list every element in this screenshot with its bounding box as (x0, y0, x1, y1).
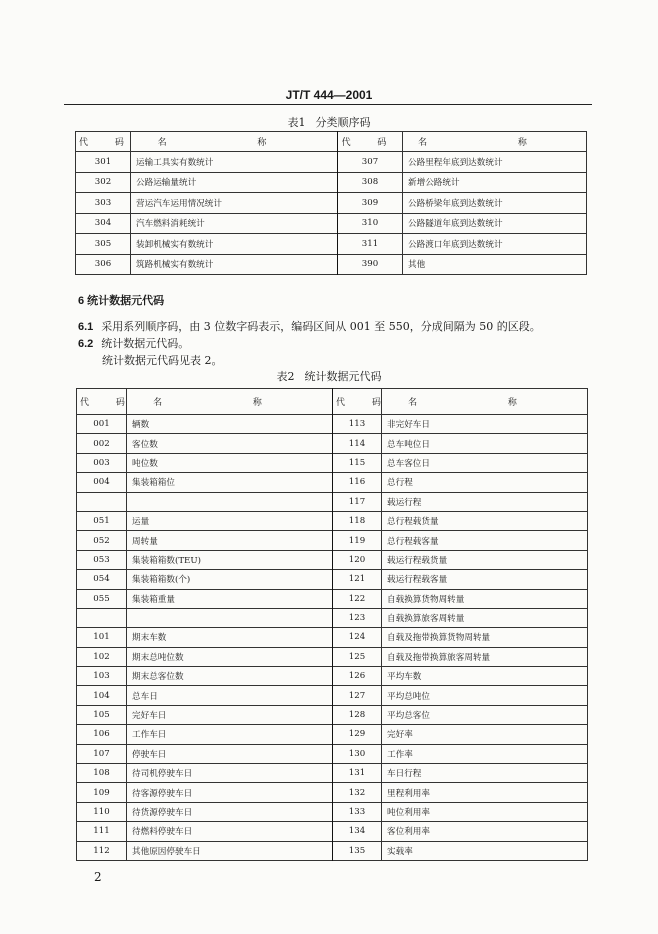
table2-cell-name-left: 期末车数 (127, 628, 333, 647)
table2-cell-code-right: 115 (333, 453, 382, 472)
table2-cell-code-right: 131 (333, 764, 382, 783)
table2-cell-code-right: 127 (333, 686, 382, 705)
table2-cell-name-left: 期末总客位数 (127, 667, 333, 686)
table2-row (77, 667, 588, 686)
table2-cell-name-right: 平均总吨位 (382, 686, 588, 705)
table2-cell-name-left: 其他原因停驶车日 (127, 841, 333, 860)
table2-cell-name-right: 实载率 (382, 841, 588, 860)
table2-cell-code-right: 135 (333, 841, 382, 860)
table2-row (77, 647, 588, 666)
table2-cell-code-right: 113 (333, 415, 382, 434)
table2-cell-name-right: 总行程 (382, 473, 588, 492)
table1-row (76, 254, 587, 275)
table2-header-name-left: 名 称 (127, 389, 333, 415)
table2-cell-name-right: 自载换算货物周转量 (382, 589, 588, 608)
table2-cell-code-left: 002 (77, 434, 127, 453)
table2-row (77, 531, 588, 550)
table2-cell-code-left: 105 (77, 705, 127, 724)
clause-6-2-text: 统计数据元代码。 (101, 337, 190, 350)
table2-row (77, 783, 588, 802)
table2-row (77, 511, 588, 530)
table2-cell-code-right: 130 (333, 744, 382, 763)
table2-cell-code-left: 051 (77, 511, 127, 530)
table1-cell-name-right: 公路桥梁年底到达数统计 (403, 193, 587, 214)
table2-cell-name-right: 总车客位日 (382, 453, 588, 472)
table1-cell-code-left: 305 (76, 234, 131, 255)
table1-cell-code-left: 303 (76, 193, 131, 214)
table1-cell-name-right: 新增公路统计 (403, 172, 587, 193)
table1-cell-code-left: 302 (76, 172, 131, 193)
table2-cell-code-left: 055 (77, 589, 127, 608)
table2-header-code-right: 代 码 (333, 389, 382, 415)
table2-cell-name-left: 集装箱箱数(个) (127, 570, 333, 589)
table2-cell-code-right: 116 (333, 473, 382, 492)
table2-cell-name-right: 自载换算旅客周转量 (382, 608, 588, 627)
table1-cell-name-left: 营运汽车运用情况统计 (131, 193, 338, 214)
table2-row (77, 628, 588, 647)
table2-cell-name-left: 待司机停驶车日 (127, 764, 333, 783)
table2-cell-code-right: 129 (333, 725, 382, 744)
clause-6-2-subtext: 统计数据元代码见表 2。 (102, 354, 223, 367)
table2-header-code-left: 代 码 (77, 389, 127, 415)
table1-cell-name-left: 公路运输量统计 (131, 172, 338, 193)
table2-cell-name-left: 工作车日 (127, 725, 333, 744)
table2-row (77, 608, 588, 627)
table2-cell-code-left: 109 (77, 783, 127, 802)
table2-cell-code-left: 106 (77, 725, 127, 744)
table2-cell-name-right: 总行程载客量 (382, 531, 588, 550)
table2-row (77, 589, 588, 608)
table2-row (77, 570, 588, 589)
table2-cell-code-right: 128 (333, 705, 382, 724)
table1-cell-code-right: 308 (338, 172, 403, 193)
table2-data-element-codes (76, 388, 588, 861)
table2-cell-name-left: 总车日 (127, 686, 333, 705)
table2-cell-name-right: 里程利用率 (382, 783, 588, 802)
table2-row (77, 550, 588, 569)
table2-cell-code-left: 111 (77, 822, 127, 841)
table1-cell-code-left: 306 (76, 254, 131, 275)
table2-cell-code-left: 053 (77, 550, 127, 569)
table2-cell-code-right: 133 (333, 802, 382, 821)
table1-cell-name-right: 公路隧道年底到达数统计 (403, 213, 587, 234)
clause-6-1-number: 6.1 (78, 321, 94, 333)
table2-cell-name-right: 总车吨位日 (382, 434, 588, 453)
table2-cell-name-right: 载运行程 (382, 492, 588, 511)
table1-cell-code-right: 311 (338, 234, 403, 255)
table1-header-name-right: 名 称 (403, 132, 587, 152)
table2-caption (0, 368, 658, 384)
table2-row (77, 725, 588, 744)
table1-header-name-left: 名 称 (131, 132, 338, 152)
table2-row (77, 415, 588, 434)
table1-caption (0, 114, 658, 130)
table2-cell-name-right: 自载及拖带换算旅客周转量 (382, 647, 588, 666)
table2-cell-name-right: 车日行程 (382, 764, 588, 783)
table2-row (77, 434, 588, 453)
table2-cell-code-right: 124 (333, 628, 382, 647)
table1-cell-name-right: 其他 (403, 254, 587, 275)
table2-header-row (77, 389, 588, 415)
table2-cell-name-left: 集装箱箱数(TEU) (127, 550, 333, 569)
table2-row (77, 822, 588, 841)
table2-cell-name-left: 停驶车日 (127, 744, 333, 763)
table1-header-code-left: 代 码 (76, 132, 131, 152)
table2-cell-code-left (77, 492, 127, 511)
table2-cell-code-right: 122 (333, 589, 382, 608)
table2-row (77, 764, 588, 783)
table1-cell-name-left: 运输工具实有数统计 (131, 152, 338, 173)
table2-cell-code-left: 104 (77, 686, 127, 705)
table2-cell-name-left: 待客源停驶车日 (127, 783, 333, 802)
table2-caption-title: 统计数据元代码 (304, 370, 382, 383)
table2-cell-name-right: 平均总客位 (382, 705, 588, 724)
table2-cell-name-left: 客位数 (127, 434, 333, 453)
header-rule (64, 104, 592, 105)
table2-cell-code-left: 003 (77, 453, 127, 472)
table2-row (77, 473, 588, 492)
table2-cell-code-right: 114 (333, 434, 382, 453)
clause-6-2 (78, 335, 189, 351)
table1-cell-name-right: 公路里程年底到达数统计 (403, 152, 587, 173)
table2-cell-code-right: 119 (333, 531, 382, 550)
table2-cell-code-right: 117 (333, 492, 382, 511)
table2-row (77, 492, 588, 511)
table2-cell-code-left: 108 (77, 764, 127, 783)
table2-cell-code-left: 107 (77, 744, 127, 763)
table2-row (77, 453, 588, 472)
table2-cell-name-left: 待燃料停驶车日 (127, 822, 333, 841)
table2-cell-code-left: 101 (77, 628, 127, 647)
table2-cell-name-right: 工作率 (382, 744, 588, 763)
table2-row (77, 841, 588, 860)
table2-cell-code-right: 118 (333, 511, 382, 530)
table2-cell-code-right: 132 (333, 783, 382, 802)
table1-cell-name-left: 筑路机械实有数统计 (131, 254, 338, 275)
standard-code-header: JT/T 444—2001 (285, 88, 373, 102)
table2-cell-name-left: 待货源停驶车日 (127, 802, 333, 821)
table1-caption-number: 表1 (287, 116, 306, 129)
table2-cell-code-left: 004 (77, 473, 127, 492)
table1-cell-name-left: 装卸机械实有数统计 (131, 234, 338, 255)
table2-cell-code-left (77, 608, 127, 627)
table2-cell-name-left (127, 492, 333, 511)
table2-cell-code-left: 110 (77, 802, 127, 821)
table2-cell-name-right: 载运行程载客量 (382, 570, 588, 589)
table2-cell-name-left (127, 608, 333, 627)
table2-cell-name-left: 吨位数 (127, 453, 333, 472)
table2-cell-name-right: 吨位利用率 (382, 802, 588, 821)
table1-cell-code-right: 310 (338, 213, 403, 234)
table1-cell-code-left: 304 (76, 213, 131, 234)
table1-cell-name-right: 公路渡口年底到达数统计 (403, 234, 587, 255)
table1-caption-title: 分类顺序码 (315, 116, 371, 129)
table2-cell-name-left: 集装箱箱位 (127, 473, 333, 492)
table2-cell-code-left: 102 (77, 647, 127, 666)
table2-row (77, 802, 588, 821)
table2-cell-name-left: 周转量 (127, 531, 333, 550)
table1-header-row (76, 132, 587, 152)
table2-cell-name-left: 集装箱重量 (127, 589, 333, 608)
table1-row (76, 213, 587, 234)
table2-cell-code-left: 054 (77, 570, 127, 589)
table2-cell-code-right: 134 (333, 822, 382, 841)
table2-cell-code-right: 120 (333, 550, 382, 569)
table1-row (76, 193, 587, 214)
page-number: 2 (94, 870, 102, 884)
table2-cell-name-left: 运量 (127, 511, 333, 530)
clause-6-1-text: 采用系列顺序码，由 3 位数字码表示，编码区间从 001 至 550，分成间隔为 50 的区段。 (101, 320, 541, 333)
table1-header-code-right: 代 码 (338, 132, 403, 152)
clause-6-2-number: 6.2 (78, 338, 94, 350)
table2-cell-name-right: 总行程载货量 (382, 511, 588, 530)
table1-classification-codes (75, 131, 587, 275)
table1-row (76, 234, 587, 255)
table2-cell-code-right: 123 (333, 608, 382, 627)
section-6-title: 6 统计数据元代码 (78, 295, 165, 307)
table2-cell-code-left: 112 (77, 841, 127, 860)
table2-cell-name-right: 平均车数 (382, 667, 588, 686)
table2-cell-name-right: 完好率 (382, 725, 588, 744)
table2-caption-number: 表2 (276, 370, 295, 383)
table2-cell-code-right: 125 (333, 647, 382, 666)
table2-cell-name-left: 辆数 (127, 415, 333, 434)
table2-cell-code-left: 103 (77, 667, 127, 686)
table2-cell-name-right: 载运行程载货量 (382, 550, 588, 569)
table1-row (76, 172, 587, 193)
table2-row (77, 705, 588, 724)
table2-cell-code-right: 126 (333, 667, 382, 686)
table1-cell-code-right: 309 (338, 193, 403, 214)
table1-cell-code-left: 301 (76, 152, 131, 173)
table2-cell-code-left: 001 (77, 415, 127, 434)
table2-cell-name-right: 自载及拖带换算货物周转量 (382, 628, 588, 647)
table2-cell-code-left: 052 (77, 531, 127, 550)
table2-row (77, 744, 588, 763)
table2-cell-name-left: 完好车日 (127, 705, 333, 724)
table1-cell-code-right: 390 (338, 254, 403, 275)
table1-cell-code-right: 307 (338, 152, 403, 173)
table2-row (77, 686, 588, 705)
table2-cell-name-left: 期末总吨位数 (127, 647, 333, 666)
table2-cell-code-right: 121 (333, 570, 382, 589)
clause-6-1 (78, 318, 541, 334)
table1-cell-name-left: 汽车燃料消耗统计 (131, 213, 338, 234)
table2-cell-name-right: 非完好车日 (382, 415, 588, 434)
table2-header-name-right: 名 称 (382, 389, 588, 415)
table1-row (76, 152, 587, 173)
table2-cell-name-right: 客位利用率 (382, 822, 588, 841)
